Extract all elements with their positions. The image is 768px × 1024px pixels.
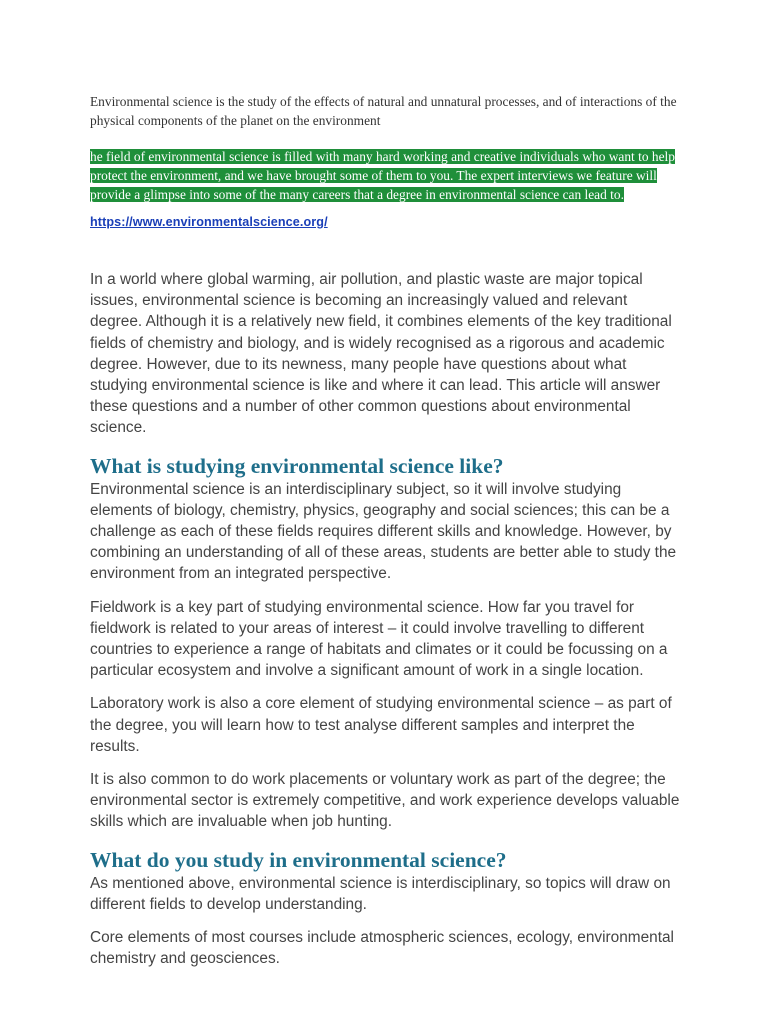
lead-paragraph: In a world where global warming, air pollution, and plastic waste are major topical issues, environmental science is becoming an increasingly valued and relevant degree. Although it is a relatively new field, it combines elements of the key traditional fields of chemistry and biology, and is widely recognised as a rigorous and academic degree. However, due to its newness, many people have questions about what studying environmental science is like and where it can lead. This article will answer these questions and a number of other common questions about environmental science. <box>90 271 672 437</box>
section-heading-studying-like: What is studying environmental science like? <box>90 453 504 478</box>
section-paragraph: As mentioned above, environmental science is interdisciplinary, so topics will draw on different fields to develop understanding. <box>90 874 671 913</box>
source-link[interactable]: https://www.environmentalscience.org/ <box>90 215 328 229</box>
highlighted-paragraph <box>90 147 680 204</box>
section-heading-what-you-study: What do you study in environmental science? <box>90 847 507 872</box>
highlighted-text: he field of environmental science is filled with many hard working and creative individuals who want to help protect the environment, and we have brought some of them to you. The expert interviews we feature will provide a glimpse into some of the many careers that a degree in environmental science can lead to. <box>90 149 675 202</box>
section-paragraph: It is also common to do work placements or voluntary work as part of the degree; the environmental sector is extremely competitive, and work experience develops valuable skills which are invaluable when job hunting. <box>90 771 680 831</box>
section-paragraph: Fieldwork is a key part of studying environmental science. How far you travel for fieldwork is related to your areas of interest – it could involve travelling to different countries to experience a range of habitats and climates or it could be focussing on a particular ecosystem and involve a significant amount of work in a single location. <box>90 598 668 680</box>
section-paragraph: Core elements of most courses include atmospheric sciences, ecology, environmental chemistry and geosciences. <box>90 929 674 968</box>
document-page <box>90 92 680 969</box>
definition-paragraph: Environmental science is the study of the effects of natural and unnatural processes, and of interactions of the physical components of the planet on the environment <box>90 94 677 128</box>
section-paragraph: Environmental science is an interdisciplinary subject, so it will involve studying elements of biology, chemistry, physics, geography and social sciences; this can be a challenge as each of these fields requires different skills and knowledge. However, by combining an understanding of all of these areas, students are better able to study the environment from an integrated perspective. <box>90 480 677 583</box>
section-paragraph: Laboratory work is also a core element of studying environmental science – as part of the degree, you will learn how to test analyse different samples and interpret the results. <box>90 695 672 755</box>
